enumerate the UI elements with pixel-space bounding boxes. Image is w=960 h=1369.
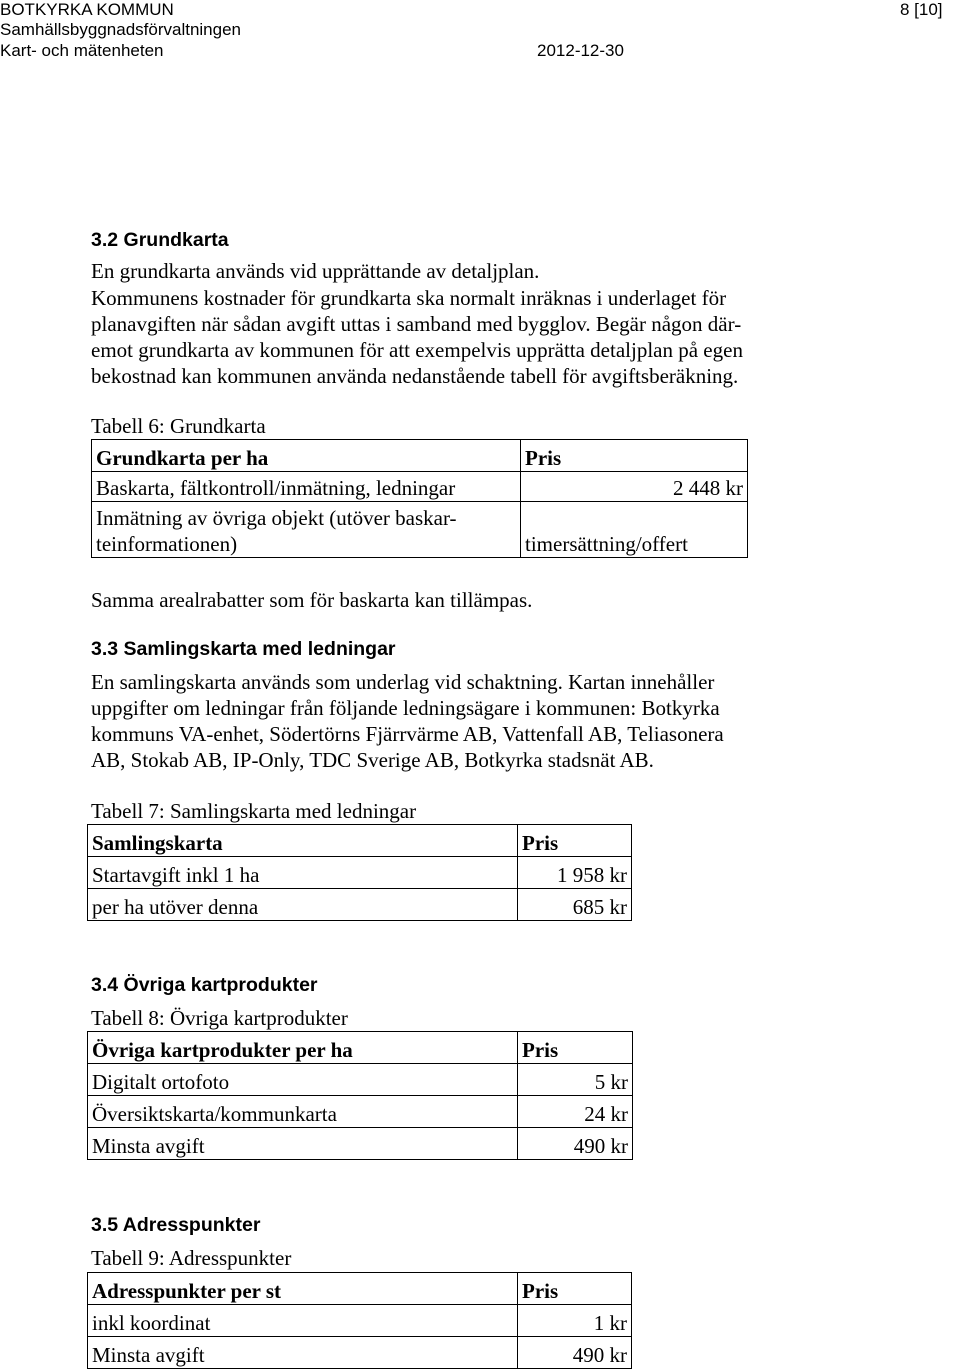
section-heading-3-2: 3.2 Grundkarta (91, 229, 229, 251)
table-samlingskarta (87, 824, 632, 921)
table-cell-price: 685 kr (518, 889, 632, 921)
table-header-row (88, 1032, 633, 1064)
table-header-cell: Pris (521, 440, 748, 472)
table-ovriga-kartprodukter (87, 1031, 633, 1160)
table-header-cell: Pris (518, 1032, 633, 1064)
section-heading-3-4: 3.4 Övriga kartprodukter (91, 974, 318, 996)
table-row (88, 1096, 633, 1128)
table-row (88, 889, 632, 921)
table-cell: per ha utöver denna (88, 889, 518, 921)
table-row (92, 502, 748, 558)
table-caption: Tabell 7: Samlingskarta med ledningar (91, 799, 417, 823)
table-row (88, 857, 632, 889)
table-cell-price: timersättning/offert (521, 502, 748, 558)
table-row (88, 1064, 633, 1096)
table-header-row (92, 440, 748, 472)
paragraph-line: uppgifter om ledningar från följande ledningsägare i kommunen: Botkyrka (91, 696, 720, 720)
table-cell-price: 2 448 kr (521, 472, 748, 502)
section-heading-3-3: 3.3 Samlingskarta med ledningar (91, 638, 396, 660)
table-cell: Översiktskarta/kommunkarta (88, 1096, 518, 1128)
paragraph-line: En samlingskarta används som underlag vid schaktning. Kartan innehåller (91, 670, 715, 694)
table-header-cell: Adresspunkter per st (88, 1273, 518, 1305)
table-row (88, 1337, 632, 1369)
table-caption: Tabell 6: Grundkarta (91, 414, 266, 438)
table-adresspunkter (87, 1272, 632, 1369)
table-header-cell: Pris (518, 825, 632, 857)
table-cell: inkl koordinat (88, 1305, 518, 1337)
table-caption: Tabell 8: Övriga kartprodukter (91, 1006, 348, 1030)
paragraph-line: En grundkarta används vid upprättande av detaljplan. (91, 259, 540, 283)
table-cell: Baskarta, fältkontroll/inmätning, ledningar (92, 472, 521, 502)
table-header-cell: Övriga kartprodukter per ha (88, 1032, 518, 1064)
table-cell-price: 490 kr (518, 1128, 633, 1160)
table-caption: Tabell 9: Adresspunkter (91, 1246, 292, 1270)
table-cell: Minsta avgift (88, 1337, 518, 1369)
table-row (92, 472, 748, 502)
table-row (88, 1305, 632, 1337)
table-header-row (88, 1273, 632, 1305)
table-cell-price: 5 kr (518, 1064, 633, 1096)
table-header-cell: Grundkarta per ha (92, 440, 521, 472)
paragraph-line: Kommunens kostnader för grundkarta ska normalt inräknas i underlaget för (91, 286, 727, 310)
table-cell-price: 24 kr (518, 1096, 633, 1128)
table-row (88, 1128, 633, 1160)
table-cell-price: 1 958 kr (518, 857, 632, 889)
table-cell-price: 1 kr (518, 1305, 632, 1337)
table-header-cell: Pris (518, 1273, 632, 1305)
table-cell: Digitalt ortofoto (88, 1064, 518, 1096)
department-name: Samhällsbyggnadsförvaltningen (0, 20, 241, 39)
paragraph-line: emot grundkarta av kommunen för att exempelvis upprätta detaljplan på egen (91, 338, 743, 362)
table-cell (92, 502, 521, 558)
document-date: 2012-12-30 (537, 41, 624, 60)
table-note: Samma arealrabatter som för baskarta kan tillämpas. (91, 588, 533, 612)
table-header-row (88, 825, 632, 857)
table-grundkarta (91, 439, 748, 558)
unit-name: Kart- och mätenheten (0, 41, 164, 60)
table-cell: Minsta avgift (88, 1128, 518, 1160)
page-number: 8 [10] (900, 0, 943, 19)
table-cell-price: 490 kr (518, 1337, 632, 1369)
paragraph-line: kommuns VA-enhet, Södertörns Fjärrvärme AB, Vattenfall AB, Teliasonera (91, 722, 724, 746)
paragraph-line: AB, Stokab AB, IP-Only, TDC Sverige AB, Botkyrka stadsnät AB. (91, 748, 654, 772)
table-cell: Startavgift inkl 1 ha (88, 857, 518, 889)
paragraph-line: bekostnad kan kommunen använda nedanstående tabell för avgiftsberäkning. (91, 364, 739, 388)
table-cell-line: teinformationen) (96, 532, 238, 556)
table-cell-line: Inmätning av övriga objekt (utöver baskar- (96, 506, 457, 530)
paragraph-line: planavgiften när sådan avgift uttas i samband med bygglov. Begär någon där- (91, 312, 742, 336)
section-heading-3-5: 3.5 Adresspunkter (91, 1214, 261, 1236)
org-name: BOTKYRKA KOMMUN (0, 0, 174, 19)
table-header-cell: Samlingskarta (88, 825, 518, 857)
